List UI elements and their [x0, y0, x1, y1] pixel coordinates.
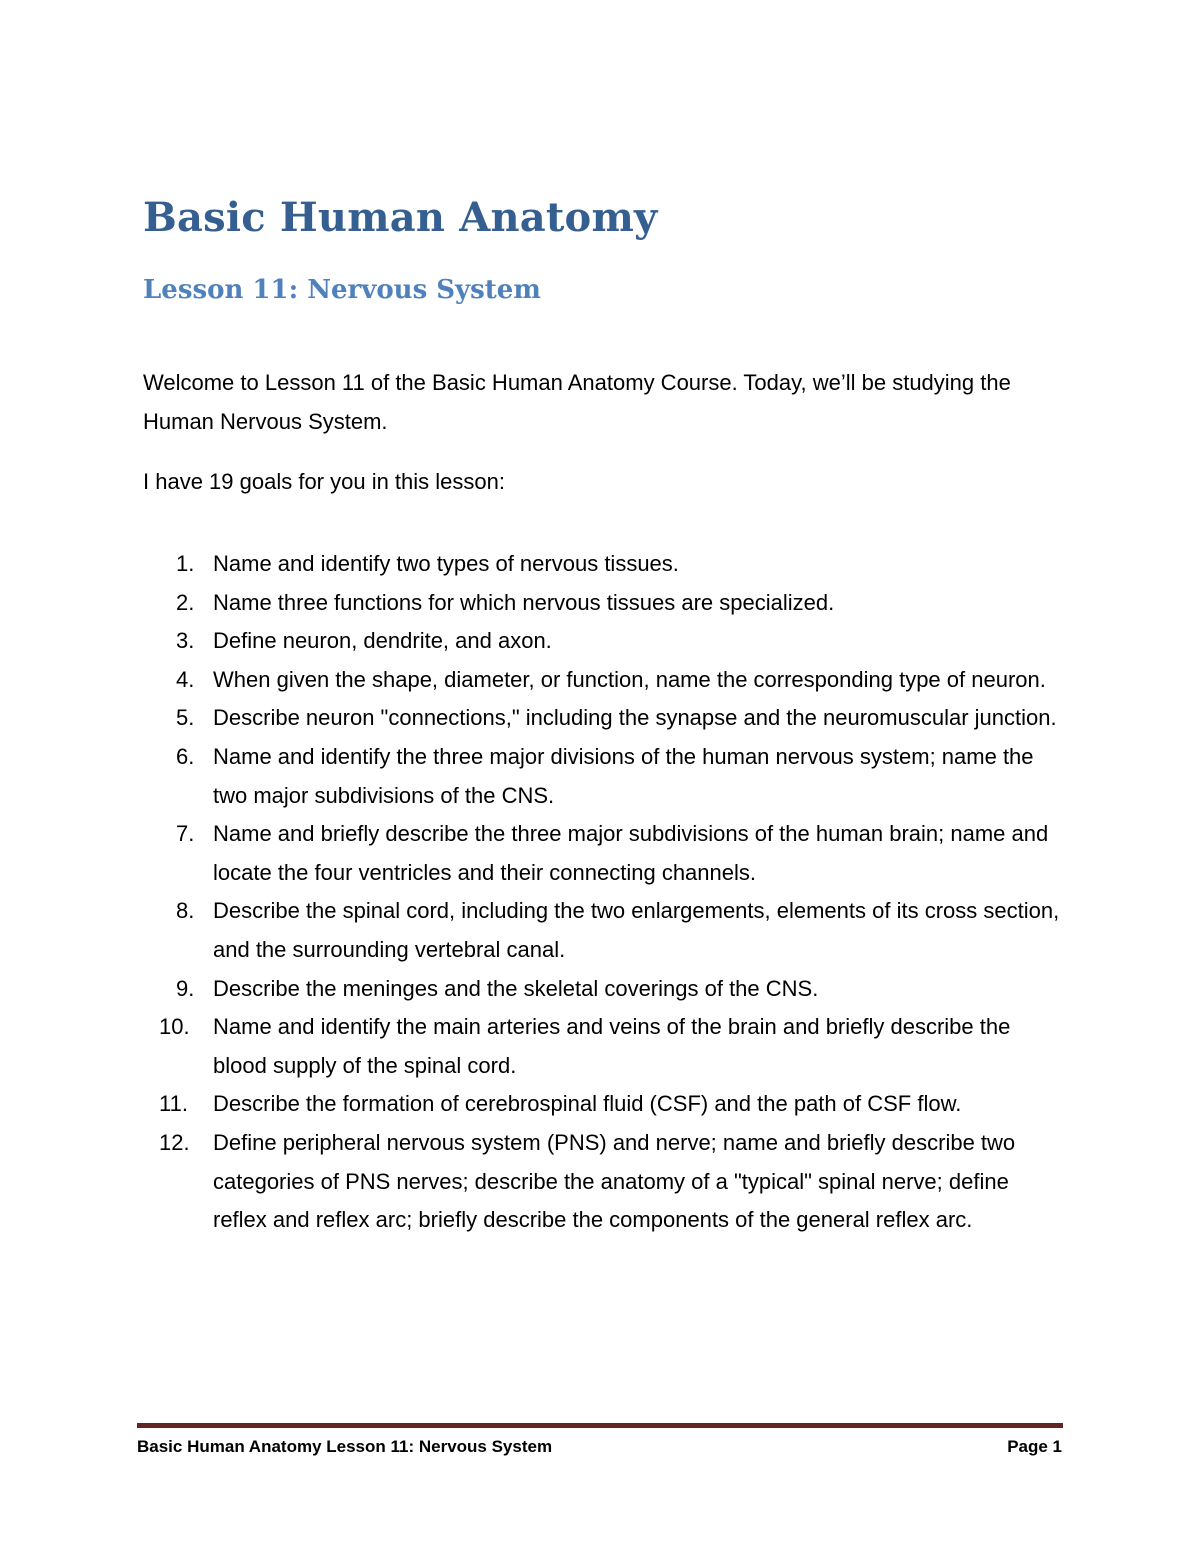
- lesson-subtitle: Lesson 11: Nervous System: [143, 275, 541, 305]
- goal-text: Name three functions for which nervous tissues are specialized.: [213, 589, 835, 615]
- goal-number: 4.: [176, 666, 195, 692]
- goal-text: Name and identify the main arteries and veins of the brain and briefly describe the blood supply of the spinal cord.: [213, 1014, 1011, 1078]
- goal-number: 6.: [176, 743, 195, 769]
- goal-text: Define neuron, dendrite, and axon.: [213, 628, 552, 654]
- goals-lead-paragraph: I have 19 goals for you in this lesson:: [143, 469, 505, 494]
- goal-number: 3.: [176, 628, 195, 654]
- goal-text: When given the shape, diameter, or function, name the corresponding type of neuron.: [213, 666, 1046, 692]
- goal-text: Name and briefly describe the three major subdivisions of the human brain; name and locate the four ventricles and their connecting channels.: [213, 821, 1049, 885]
- goal-text: Name and identify two types of nervous tissues.: [213, 551, 679, 576]
- footer-page-number: Page 1: [1007, 1437, 1062, 1456]
- goal-item: [143, 622, 1063, 661]
- goal-text: Name and identify the three major divisions of the human nervous system; name the two major subdivisions of the CNS.: [213, 743, 1034, 808]
- goal-number: 5.: [176, 705, 195, 731]
- goal-number: 8.: [176, 898, 195, 924]
- goal-item: [143, 1008, 1063, 1085]
- goal-item: [143, 892, 1063, 969]
- goal-text: Define peripheral nervous system (PNS) and nerve; name and briefly describe two categories of PNS nerves; describe the anatomy of a "typical" spinal nerve; define reflex and reflex arc; briefly describe the components of the general reflex arc.: [213, 1129, 1016, 1233]
- goal-number: 10.: [159, 1014, 190, 1040]
- goal-item: [143, 1085, 1063, 1124]
- goal-number: 12.: [159, 1129, 190, 1155]
- goal-item: [143, 738, 1063, 815]
- footer-document-label: Basic Human Anatomy Lesson 11: Nervous System: [137, 1437, 553, 1456]
- goal-text: Describe neuron "connections," including the synapse and the neuromuscular junction.: [213, 705, 1057, 731]
- goal-text: Describe the meninges and the skeletal coverings of the CNS.: [213, 975, 819, 1001]
- footer-divider: [137, 1423, 1063, 1428]
- document-title: Basic Human Anatomy: [143, 194, 658, 241]
- intro-paragraph: Welcome to Lesson 11 of the Basic Human Anatomy Course. Today, we’ll be studying the Human Nervous System.: [143, 370, 1011, 434]
- goal-item: [143, 661, 1063, 700]
- goal-item: [143, 1124, 1063, 1240]
- goal-item: [143, 815, 1063, 892]
- goal-item: [143, 699, 1063, 738]
- goal-number: 9.: [176, 975, 195, 1001]
- goal-number: 1.: [176, 551, 195, 576]
- goal-item: [143, 545, 1063, 584]
- goal-number: 2.: [176, 589, 195, 615]
- goal-number: 11.: [159, 1091, 188, 1117]
- goals-list: [143, 545, 1063, 1240]
- goal-text: Describe the formation of cerebrospinal fluid (CSF) and the path of CSF flow.: [213, 1091, 962, 1117]
- goal-item: [143, 970, 1063, 1009]
- goal-number: 7.: [176, 821, 195, 847]
- goal-text: Describe the spinal cord, including the two enlargements, elements of its cross section, and the surrounding vertebral canal.: [213, 898, 1060, 962]
- goal-item: [143, 584, 1063, 623]
